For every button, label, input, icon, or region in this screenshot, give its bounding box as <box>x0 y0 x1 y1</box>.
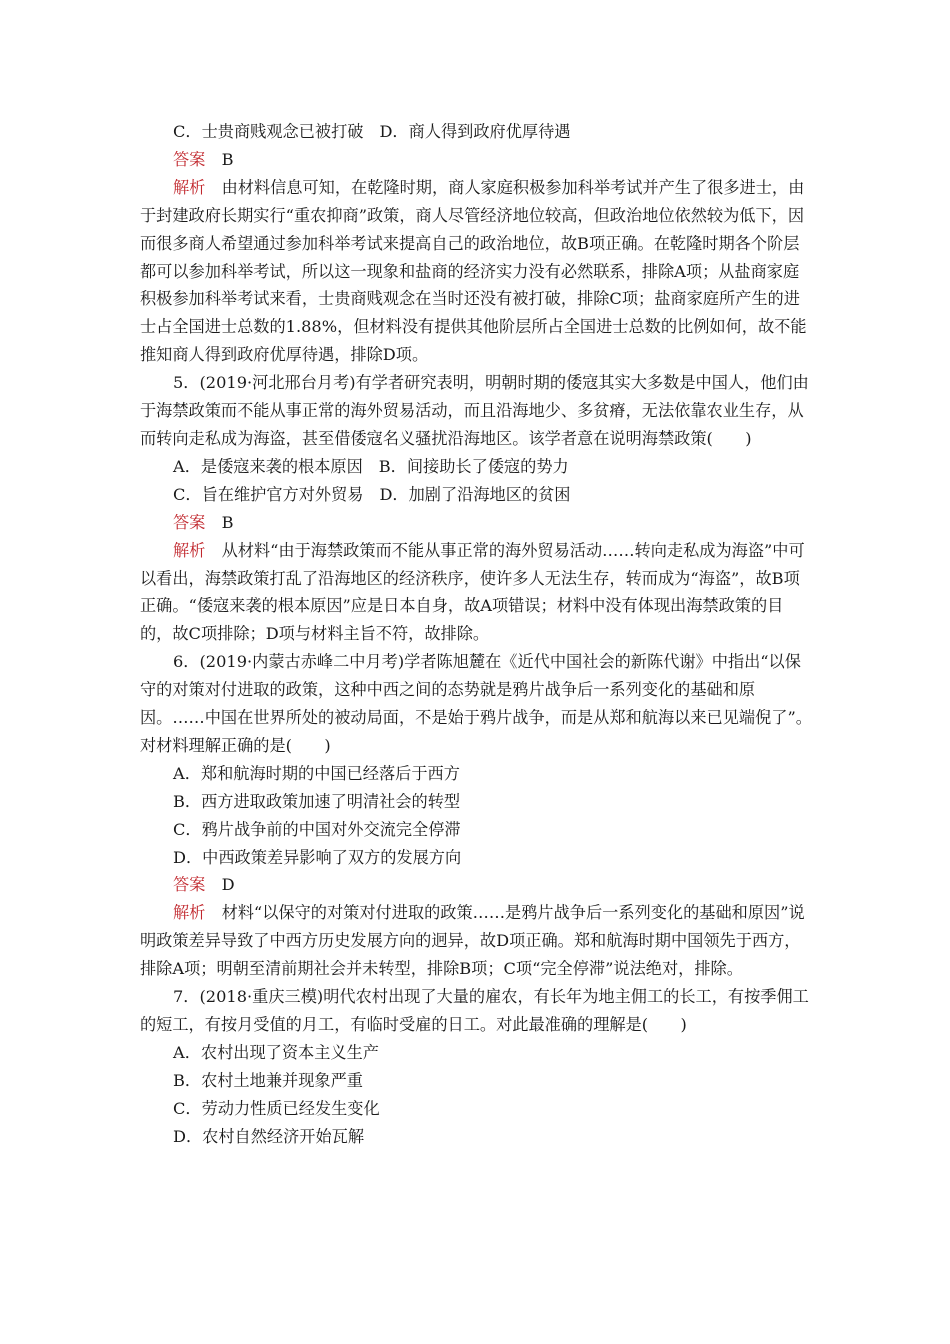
option: A．是倭寇来袭的根本原因 <box>173 456 363 476</box>
option: C．鸦片战争前的中国对外交流完全停滞 <box>173 819 461 839</box>
answer-line <box>140 509 812 537</box>
option: D．农村自然经济开始瓦解 <box>173 1126 365 1146</box>
answer-label: 答案 <box>173 512 206 532</box>
question-stem: 6．(2019·内蒙古赤峰二中月考)学者陈旭麓在《近代中国社会的新陈代谢》中指出“以保守的对策对付进取的政策，这种中西之间的态势就是鸦片战争后一系列变化的基础和原因。……中国在世界所处的被动局面，不是始于鸦片战争，而是从郑和航海以来已见端倪了”。对材料理解正确的是( ) <box>140 652 812 755</box>
option: B．间接助长了倭寇的势力 <box>378 456 569 476</box>
analysis-text: 从材料“由于海禁政策而不能从事正常的海外贸易活动……转向走私成为海盗”中可以看出，海禁政策打乱了沿海地区的经济秩序，使许多人无法生存，转而成为“海盗”，故B项正确。“倭寇来袭的根本原因”应是日本自身，故A项错误；材料中没有体现出海禁政策的目的，故C项排除；D项与材料主旨不符，故排除。 <box>140 540 805 644</box>
question-stem: 7．(2018·重庆三模)明代农村出现了大量的雇农，有长年为地主佣工的长工，有按季佣工的短工，有按月受值的月工，有临时受雇的日工。对此最准确的理解是( ) <box>140 987 809 1034</box>
analysis-text: 由材料信息可知，在乾隆时期，商人家庭积极参加科举考试并产生了很多进士，由于封建政府长期实行“重农抑商”政策，商人尽管经济地位较高，但政治地位依然较为低下，因而很多商人希望通过参加科举考试来提高自己的政治地位，故B项正确。在乾隆时期各个阶层都可以参加科举考试，所以这一现象和盐商的经济实力没有必然联系，排除A项；从盐商家庭积极参加科举考试来看，士贵商贱观念在当时还没有被打破，排除C项；盐商家庭所产生的进士占全国进士总数的1.88%，但材料没有提供其他阶层所占全国进士总数的比例如何，故不能推知商人得到政府优厚待遇，排除D项。 <box>140 177 807 365</box>
analysis-label: 解析 <box>173 540 206 560</box>
option: A．郑和航海时期的中国已经落后于西方 <box>173 763 460 783</box>
answer-value: B <box>221 512 234 532</box>
option-row <box>140 481 812 509</box>
option: D．商人得到政府优厚待遇 <box>379 122 571 141</box>
option-row <box>140 118 812 146</box>
question-stem: 5．(2019·河北邢台月考)有学者研究表明，明朝时期的倭寇其实大多数是中国人，他们由于海禁政策而不能从事正常的海外贸易活动，而且沿海地少、多贫瘠，无法依靠农业生存，从而转向走私成为海盗，甚至借倭寇名义骚扰沿海地区。该学者意在说明海禁政策( ) <box>140 373 809 448</box>
answer-value: D <box>221 875 235 895</box>
answer-line <box>140 871 812 899</box>
answer-value: B <box>221 149 234 169</box>
option: B．农村土地兼并现象严重 <box>173 1070 363 1090</box>
analysis-paragraph <box>140 537 812 649</box>
analysis-label: 解析 <box>173 177 206 197</box>
analysis-paragraph <box>140 899 812 983</box>
option: C．士贵商贱观念已被打破 <box>173 122 364 141</box>
option: A．农村出现了资本主义生产 <box>173 1042 379 1062</box>
answer-label: 答案 <box>173 875 206 895</box>
answer-label: 答案 <box>173 149 206 169</box>
document-body <box>140 118 812 1151</box>
answer-line <box>140 146 812 174</box>
analysis-text: 材料“以保守的对策对付进取的政策……是鸦片战争后一系列变化的基础和原因”说明政策差异导致了中西方历史发展方向的迥异，故D项正确。郑和航海时期中国领先于西方，排除A项；明朝至清前期社会并未转型，排除B项；C项“完全停滞”说法绝对，排除。 <box>140 903 805 979</box>
option: C．旨在维护官方对外贸易 <box>173 484 364 504</box>
option: D．加剧了沿海地区的贫困 <box>379 484 571 504</box>
option: B．西方进取政策加速了明清社会的转型 <box>173 791 461 811</box>
option: C．劳动力性质已经发生变化 <box>173 1098 380 1118</box>
option: D．中西政策差异影响了双方的发展方向 <box>173 847 462 867</box>
analysis-label: 解析 <box>173 903 206 923</box>
analysis-paragraph <box>140 174 812 369</box>
option-row <box>140 453 812 481</box>
